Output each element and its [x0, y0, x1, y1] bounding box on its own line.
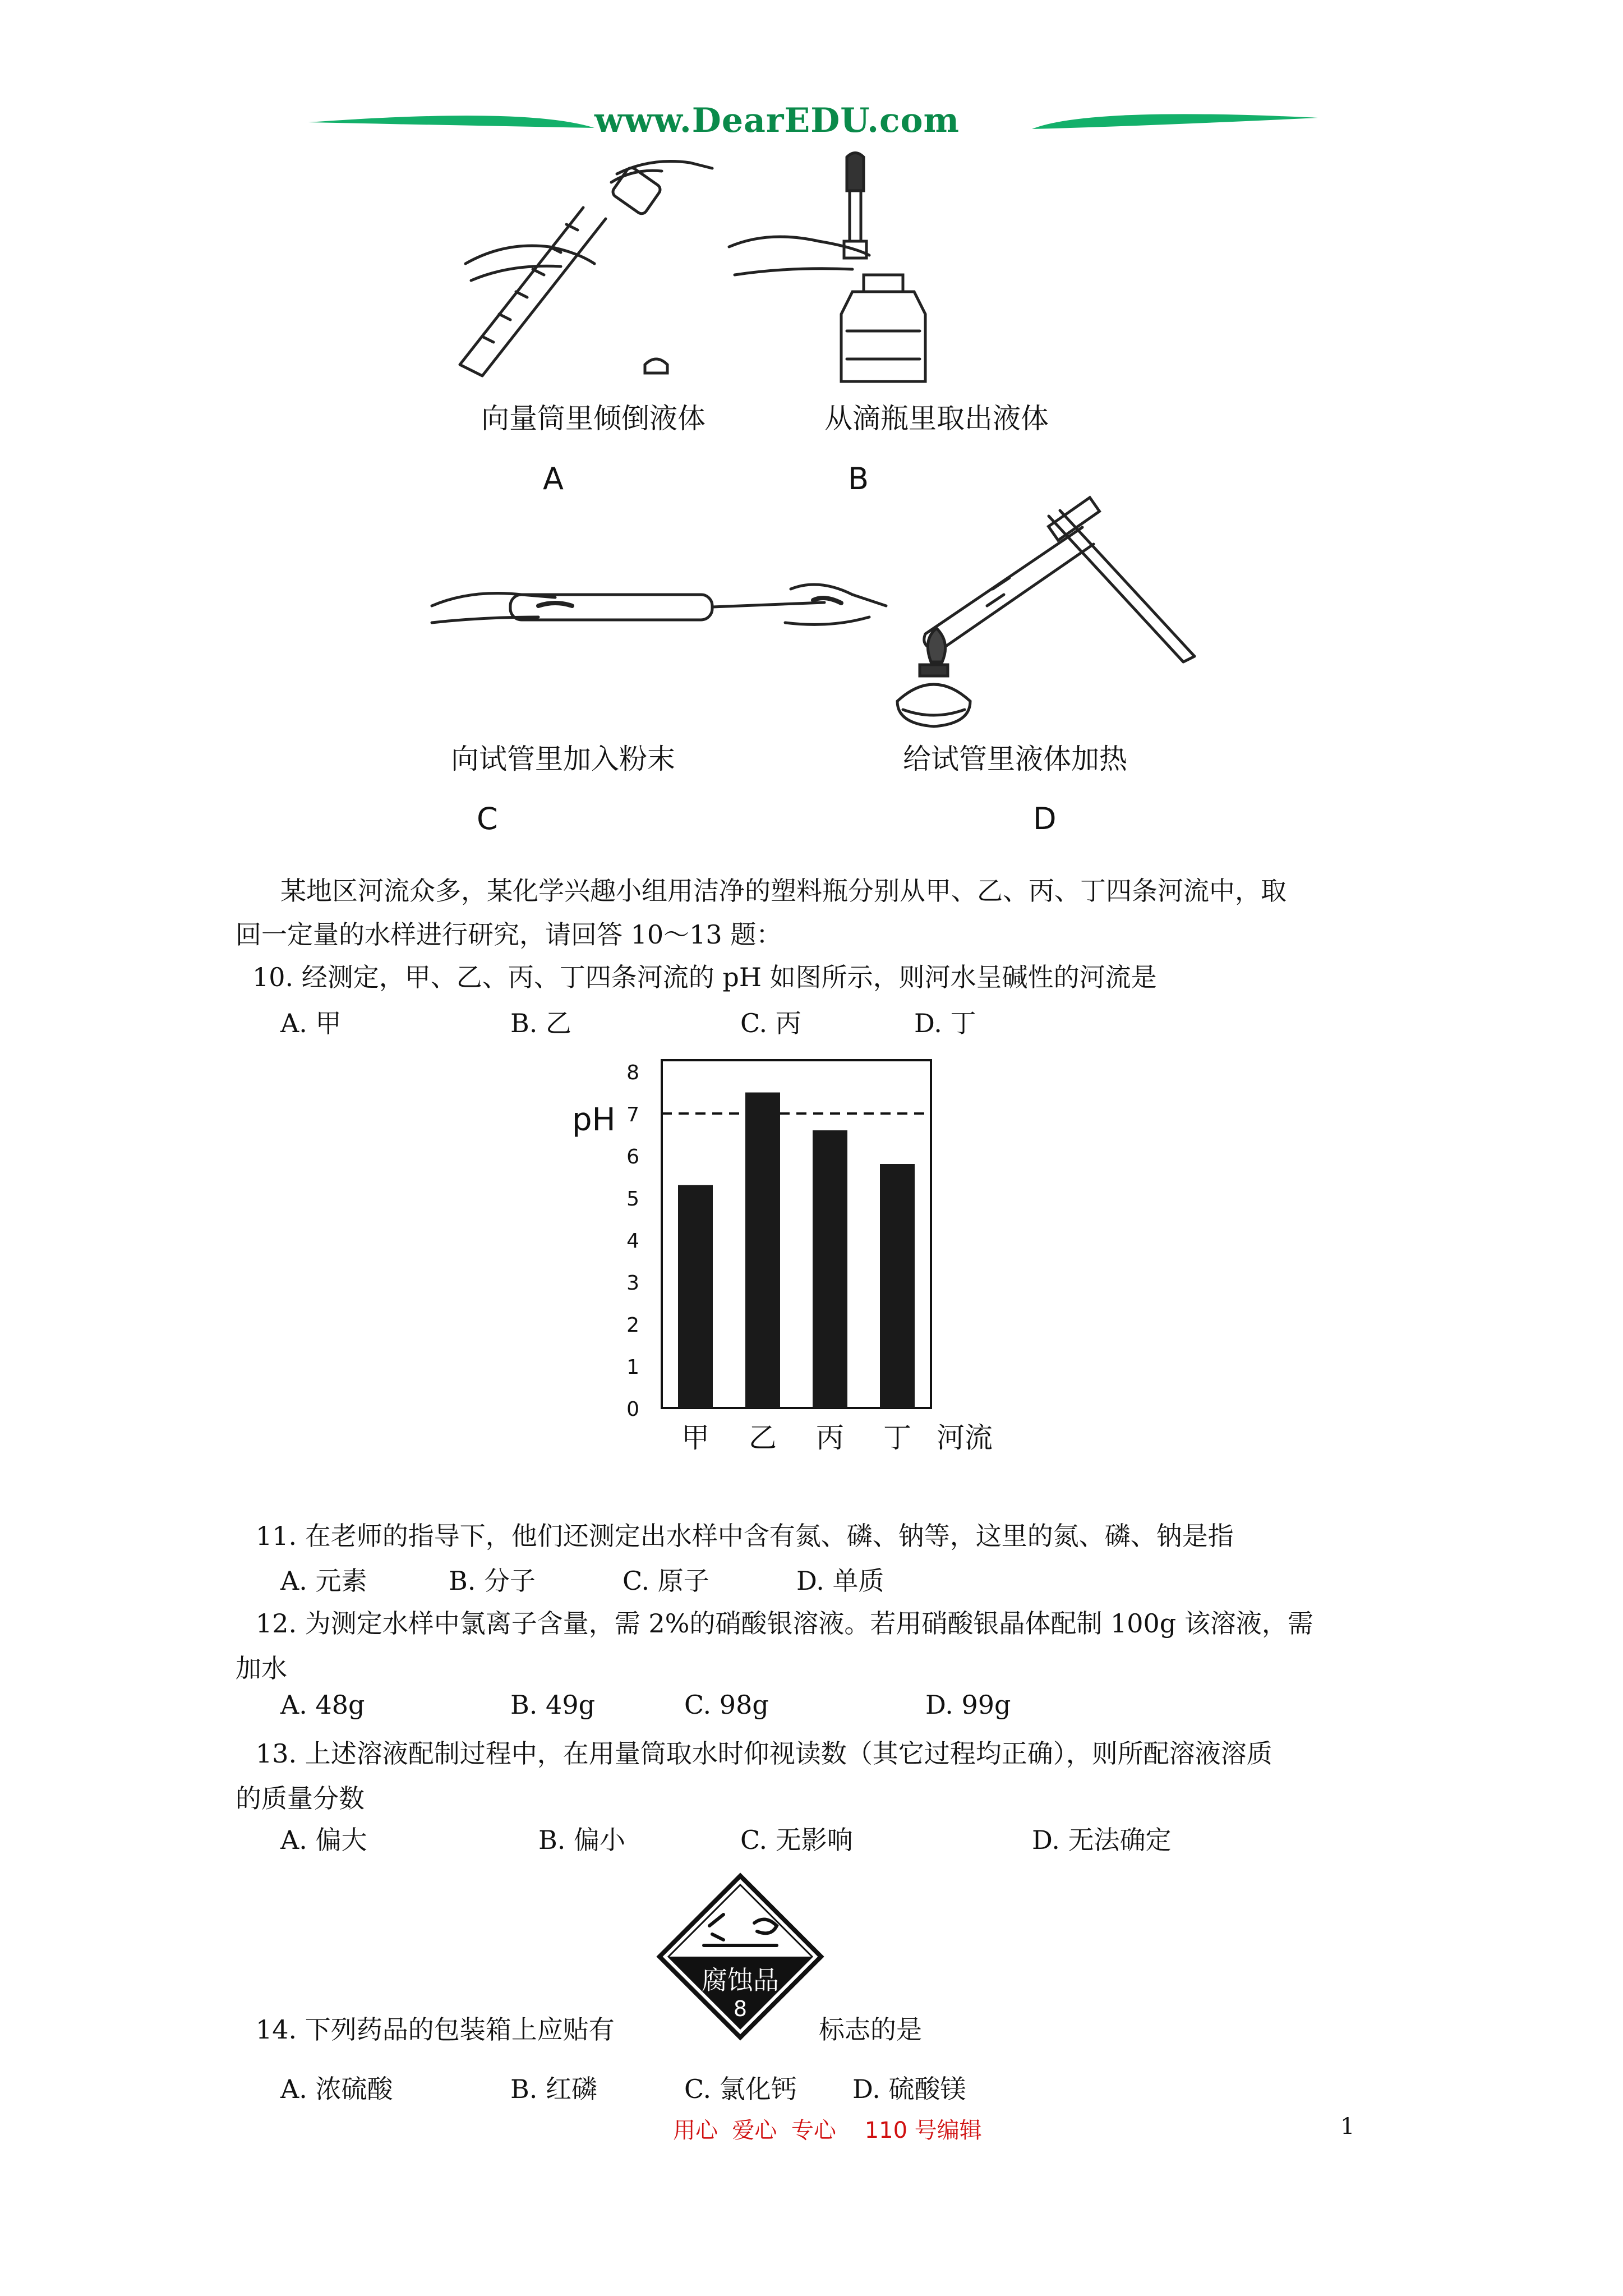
y-tick-label: 0: [626, 1398, 639, 1421]
question-12-option-b: B. 49g: [510, 1690, 596, 1720]
bar-2: [745, 1093, 780, 1409]
question-13-option-a: A. 偏大: [280, 1825, 367, 1855]
x-category-label: 丙: [816, 1421, 844, 1454]
figure-c-illustration: [426, 567, 892, 651]
bar-3: [813, 1130, 847, 1408]
question-13-stem-line-1: 13. 上述溶液配制过程中，在用量筒取水时仰视读数（其它过程均正确），则所配溶液溶质: [256, 1738, 1272, 1769]
question-14-stem-before: 14. 下列药品的包装箱上应贴有: [256, 2014, 615, 2045]
intro-line-2: 回一定量的水样进行研究，请回答 10～13 题：: [236, 919, 782, 950]
x-category-label: 甲: [681, 1421, 709, 1454]
y-tick-label: 8: [626, 1061, 639, 1084]
figure-a-letter: A: [543, 461, 564, 496]
y-tick-label: 3: [626, 1272, 639, 1295]
figure-d-caption: 给试管里液体加热: [903, 743, 1127, 775]
corrosive-hazard-sign: [656, 1872, 824, 2041]
site-watermark: www.DearEDU.com: [594, 101, 960, 140]
question-10-option-c: C. 丙: [740, 1008, 801, 1038]
question-13-stem-line-2: 的质量分数: [236, 1783, 365, 1814]
question-11-option-a: A. 元素: [280, 1566, 367, 1596]
question-14-option-b: B. 红磷: [510, 2074, 598, 2104]
question-14-option-a: A. 浓硫酸: [280, 2074, 393, 2104]
figure-a-caption: 向量筒里倾倒液体: [481, 402, 706, 435]
question-13-option-b: B. 偏小: [538, 1825, 626, 1855]
figure-a-illustration: [449, 151, 763, 387]
figure-c-letter: C: [477, 801, 498, 836]
question-11-option-c: C. 原子: [623, 1566, 709, 1596]
question-13-option-c: C. 无影响: [740, 1825, 853, 1855]
figure-d-letter: D: [1033, 801, 1057, 836]
y-tick-label: 2: [626, 1314, 639, 1337]
figure-b-letter: B: [848, 461, 869, 496]
question-12-option-c: C. 98g: [684, 1690, 769, 1720]
corrosive-sign-label: 腐蚀品: [702, 1965, 779, 1995]
question-12-option-a: A. 48g: [280, 1690, 365, 1720]
x-category-label: 丁: [883, 1421, 911, 1454]
figure-b-caption: 从滴瓶里取出液体: [824, 402, 1049, 435]
question-13-option-d: D. 无法确定: [1032, 1825, 1172, 1855]
y-tick-label: 6: [626, 1145, 639, 1168]
bar-1: [678, 1185, 713, 1409]
footer-editor-note: 用心 爱心 专心 110 号编辑: [673, 2118, 982, 2143]
page-number: 1: [1340, 2114, 1355, 2139]
y-tick-label: 1: [626, 1356, 639, 1379]
question-11-option-d: D. 单质: [796, 1566, 884, 1596]
x-axis-label: 河流: [937, 1421, 993, 1454]
question-11-option-b: B. 分子: [449, 1566, 536, 1596]
question-11-stem: 11. 在老师的指导下，他们还测定出水样中含有氮、磷、钠等，这里的氮、磷、钠是指: [256, 1521, 1234, 1551]
y-axis-label: pH: [572, 1102, 616, 1138]
question-12-stem-line-2: 加水: [236, 1653, 287, 1683]
question-12-option-d: D. 99g: [925, 1690, 1011, 1720]
y-tick-label: 5: [626, 1188, 639, 1211]
question-10-option-a: A. 甲: [280, 1008, 342, 1038]
question-10-stem: 10. 经测定，甲、乙、丙、丁四条河流的 pH 如图所示，则河水呈碱性的河流是: [252, 962, 1157, 992]
question-14-option-c: C. 氯化钙: [684, 2074, 797, 2104]
x-category-label: 乙: [749, 1421, 777, 1454]
question-14-stem-after: 标志的是: [819, 2014, 922, 2045]
figure-b-illustration: [723, 146, 948, 387]
corrosive-sign-number: 8: [733, 1996, 748, 2021]
figure-d-illustration: [892, 494, 1206, 735]
question-10-option-d: D. 丁: [914, 1008, 976, 1038]
question-10-option-b: B. 乙: [510, 1008, 572, 1038]
ph-bar-chart: [561, 1049, 1077, 1481]
intro-line-1: 某地区河流众多，某化学兴趣小组用洁净的塑料瓶分别从甲、乙、丙、丁四条河流中，取: [280, 876, 1287, 906]
y-tick-label: 4: [626, 1230, 639, 1253]
bar-4: [880, 1164, 915, 1408]
question-12-stem-line-1: 12. 为测定水样中氯离子含量，需 2%的硝酸银溶液。若用硝酸银晶体配制 100g 该溶液，需: [256, 1608, 1313, 1639]
figure-c-caption: 向试管里加入粉末: [451, 743, 675, 775]
y-tick-label: 7: [626, 1103, 639, 1126]
question-14-option-d: D. 硫酸镁: [852, 2074, 966, 2104]
